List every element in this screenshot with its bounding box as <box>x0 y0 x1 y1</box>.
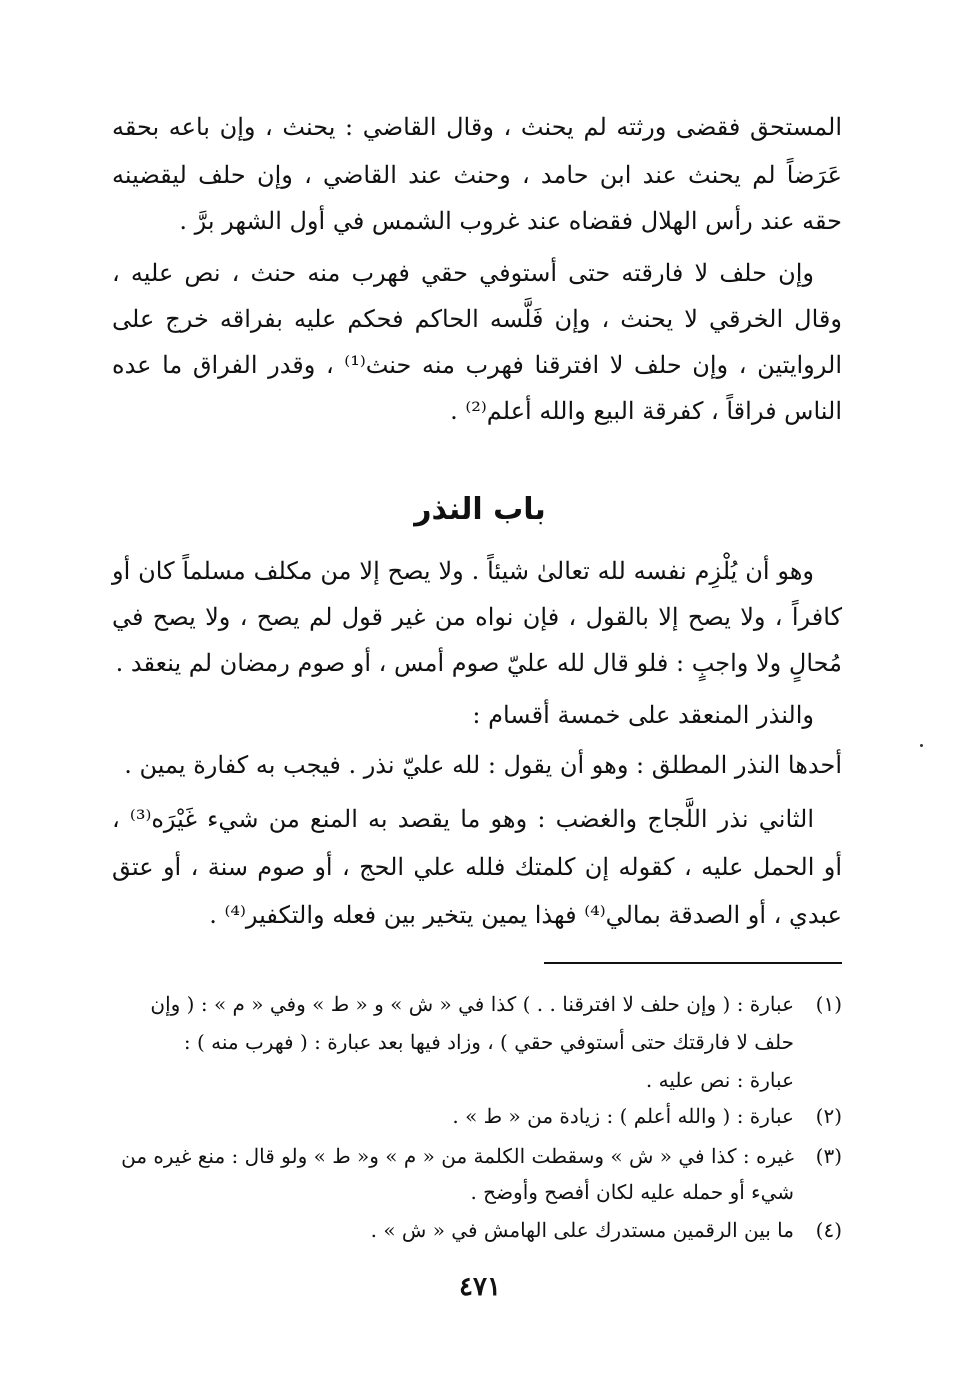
footnote-text: عبارة : ( وإن حلف لا افترقنا . . ) كذا في « ش » و « ط » وفي « م » : ( وإن <box>150 992 794 1016</box>
footnote-number: (٣) <box>815 1144 842 1168</box>
footnote-line <box>124 1104 842 1128</box>
footnote-line: حلف لا فارقتك حتى أستوفي حقي ) ، وزاد فيها بعد عبارة : ( فهرب منه ) : <box>183 1030 794 1054</box>
footnote-separator <box>544 962 842 964</box>
text-line: مُحالٍ ولا واجبٍ : فلو قال لله عليّ صوم أمس ، أو صوم رمضان لم ينعقد . <box>115 649 842 677</box>
text-line: كافراً ، ولا يصح إلا بالقول ، فإن نواه من غير قول لم يصح ، ولا يصح في <box>112 603 842 631</box>
footnote-line <box>124 1218 842 1242</box>
text-line: وإن حلف لا فارقته حتى أستوفي حقي فهرب منه حنث ، نص عليه ، <box>112 259 814 287</box>
text-line: والنذر المنعقد على خمسة أقسام : <box>472 701 814 729</box>
footnote-text: ما بين الرقمين مستدرك على الهامش في « ش » . <box>370 1218 794 1242</box>
text-line: حقه عند رأس الهلال فقضاه عند غروب الشمس في أول الشهر برَّ . <box>179 207 842 235</box>
text-line: الناس فراقاً ، كفرقة البيع والله أعلم⁽²⁾ . <box>450 397 842 425</box>
text-line: الروايتين ، وإن حلف لا افترقنا فهرب منه حنث⁽¹⁾ ، وقدر الفراق ما عده <box>112 351 842 379</box>
text-line: أحدها النذر المطلق : وهو أن يقول : لله عليّ نذر . فيجب به كفارة يمين . <box>124 751 842 779</box>
text-line: عبدي ، أو الصدقة بمالي⁽⁴⁾ فهذا يمين يتخير بين فعله والتكفير⁽⁴⁾ . <box>209 901 842 929</box>
footnote-text: غيره : كذا في « ش » وسقطت الكلمة من « م » و« ط » ولو قال : منع غيره من <box>121 1144 794 1168</box>
text-line: الثاني نذر اللَّجاج والغضب : وهو ما يقصد به المنع من شيء غَيْرَه⁽³⁾ ، <box>112 805 814 833</box>
footnote-text: عبارة : ( والله أعلم ) : زيادة من « ط » . <box>452 1104 794 1128</box>
text-line: وقال الخرقي لا يحنث ، وإن فَلَّسه الحاكم فحكم عليه بفراقه خرج على <box>112 305 842 333</box>
scan-speck <box>920 744 923 747</box>
text-line: عَرَضاً لم يحنث عند ابن حامد ، وحنث عند القاضي ، وإن حلف ليقضينه <box>112 161 842 189</box>
page-number: ٤٧١ <box>459 1272 501 1302</box>
text-line: أو الحمل عليه ، كقوله إن كلمتك فلله علي الحج ، أو صوم سنة ، أو عتق <box>112 853 842 881</box>
footnote-number: (٤) <box>815 1218 842 1242</box>
footnote-line <box>121 1144 842 1168</box>
footnote-number: (١) <box>815 992 842 1016</box>
footnote-number: (٢) <box>815 1104 842 1128</box>
footnote-line: عبارة : نص عليه . <box>645 1068 794 1092</box>
text-line: المستحق فقضى ورثته لم يحنث ، وقال القاضي : يحنث ، وإن باعه بحقه <box>112 113 842 141</box>
footnote-line <box>124 992 842 1016</box>
footnote-line: شيء أو حمله عليه لكان أفصح وأوضح . <box>470 1180 794 1204</box>
text-line: وهو أن يُلْزِم نفسه لله تعالىٰ شيئاً . ولا يصح إلا من مكلف مسلماً كان أو <box>112 557 814 585</box>
chapter-heading: باب النذر <box>414 492 546 527</box>
